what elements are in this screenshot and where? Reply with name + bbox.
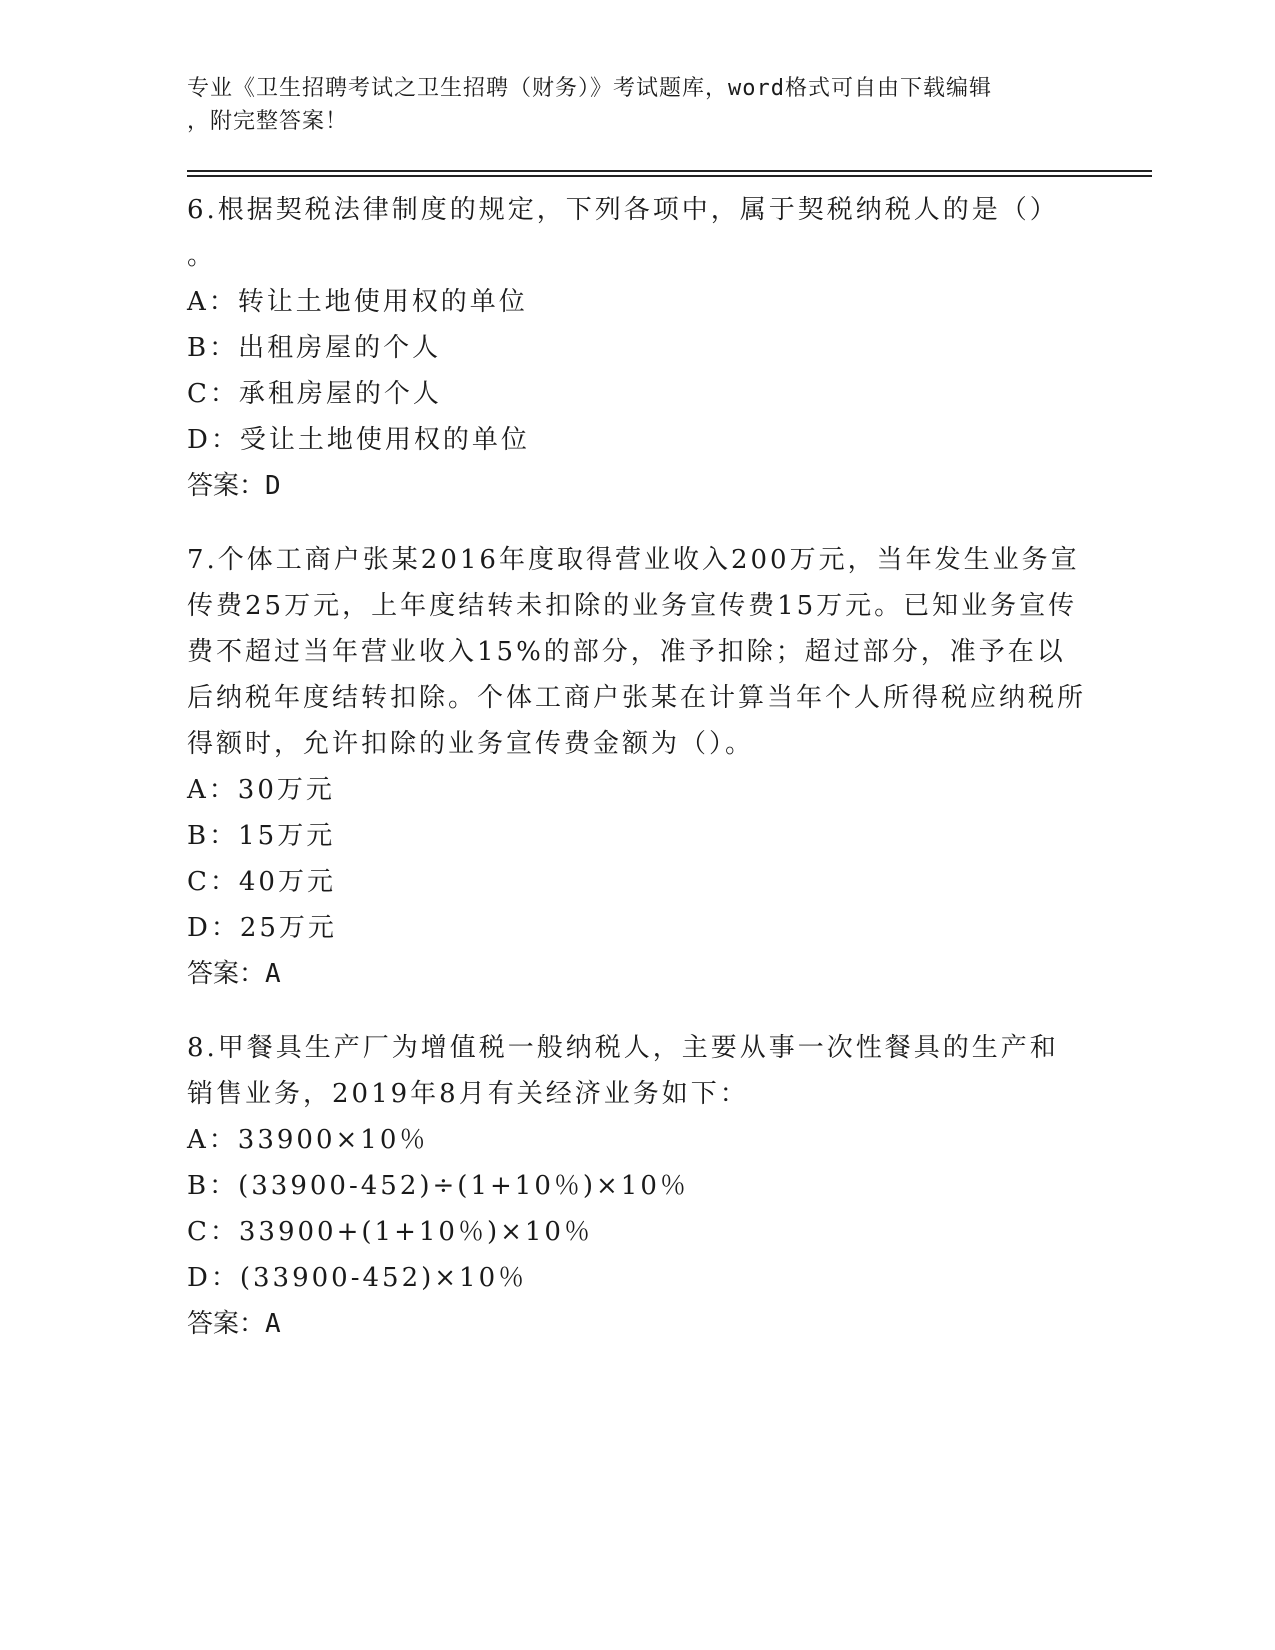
question-stem-main: 6.根据契税法律制度的规定，下列各项中，属于契税纳税人的是（）	[187, 195, 1059, 225]
option-a: A：转让土地使用权的单位	[187, 287, 528, 317]
question-6	[187, 187, 1087, 509]
option-b: B：出租房屋的个人	[187, 333, 442, 363]
question-stem-tail: 。	[187, 241, 217, 271]
question-stem	[187, 537, 1087, 767]
document-header	[187, 72, 1067, 138]
header-rule-bottom	[187, 175, 1152, 177]
question-stem-main: 7.个体工商户张某2016年度取得营业收入200万元，当年发生业务宣传费25万元，上年度结转未扣除的业务宣传费15万元。已知业务宣传费不超过当年营业收入15%的部分，准予扣除；超过部分，准予在以后纳税年度结转扣除。个体工商户张某在计算当年个人所得税应纳税所得额时，允许扣除的业务宣传费金额为（）。	[187, 545, 1087, 759]
option-c: C：40万元	[187, 867, 336, 897]
answer-line: 答案：A	[187, 1309, 281, 1339]
question-stem	[187, 1025, 1087, 1117]
option-b: B：(33900-452)÷(1+10％)×10％	[187, 1171, 689, 1201]
header-line-2: ，附完整答案！	[187, 109, 349, 134]
option-b: B：15万元	[187, 821, 336, 851]
question-stem-main: 8.甲餐具生产厂为增值税一般纳税人，主要从事一次性餐具的生产和销售业务，2019年8月有关经济业务如下：	[187, 1033, 1059, 1109]
option-a: A：30万元	[187, 775, 335, 805]
option-a: A：33900×10％	[187, 1125, 429, 1155]
question-8	[187, 1025, 1087, 1347]
header-rule-top	[187, 170, 1152, 172]
header-line-1: 专业《卫生招聘考试之卫生招聘（财务）》考试题库，word格式可自由下载编辑	[187, 76, 992, 101]
question-list	[187, 187, 1087, 1375]
question-stem	[187, 187, 1087, 279]
option-d: D：受让土地使用权的单位	[187, 425, 530, 455]
answer-line: 答案：A	[187, 959, 281, 989]
option-d: D：(33900-452)×10％	[187, 1263, 528, 1293]
option-c: C：33900+(1+10％)×10％	[187, 1217, 593, 1247]
option-d: D：25万元	[187, 913, 337, 943]
answer-line: 答案：D	[187, 471, 281, 501]
question-7	[187, 537, 1087, 997]
option-c: C：承租房屋的个人	[187, 379, 442, 409]
